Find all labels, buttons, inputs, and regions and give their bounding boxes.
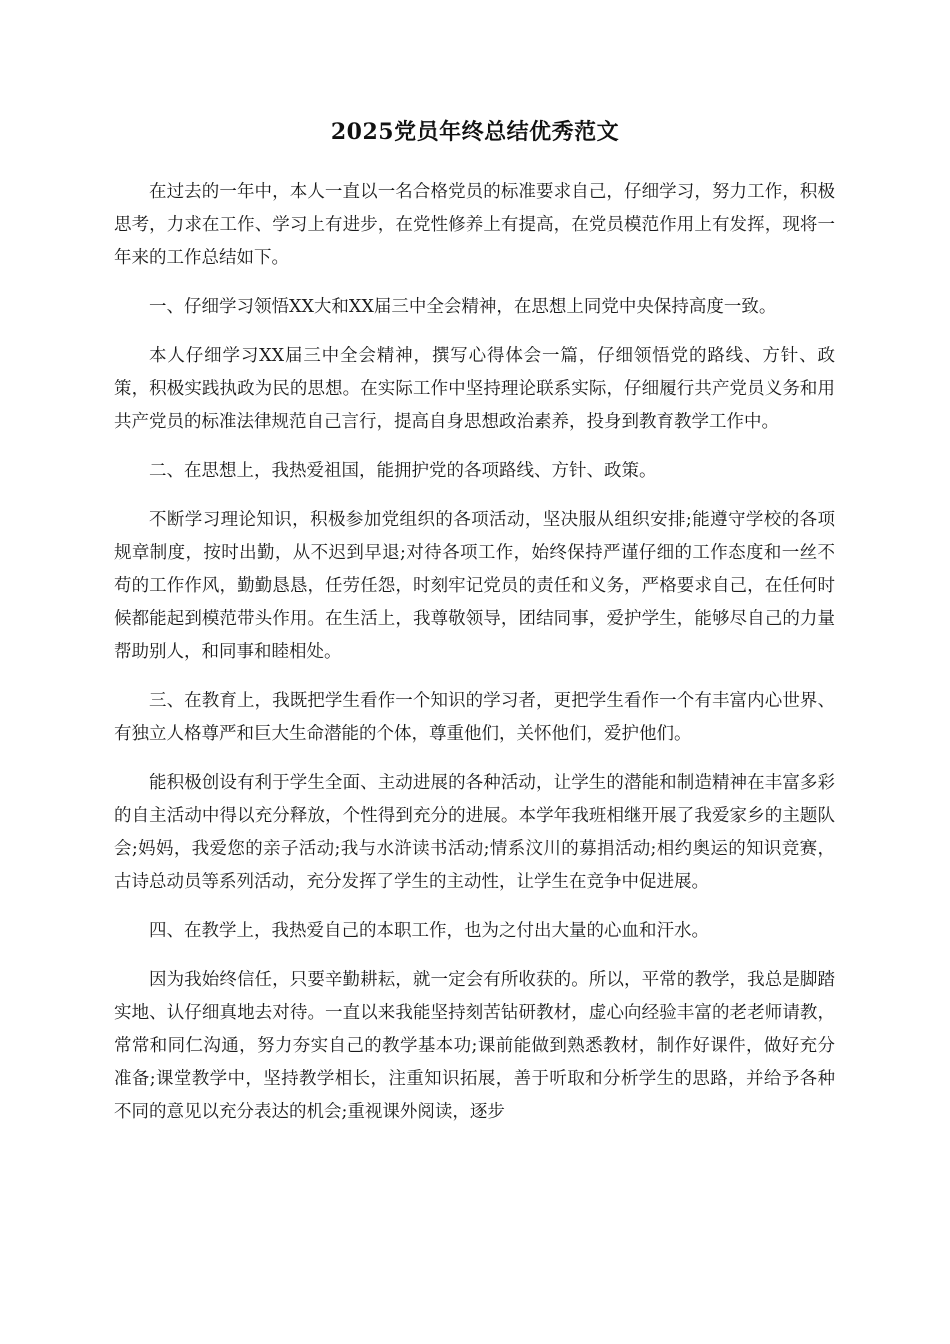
paragraph-heading-1: 一、仔细学习领悟XX大和XX届三中全会精神，在思想上同党中央保持高度一致。: [149, 297, 777, 317]
paragraph-heading-2: 二、在思想上，我热爱祖国，能拥护党的各项路线、方针、政策。: [149, 461, 657, 481]
document-title: 2025党员年终总结优秀范文: [330, 119, 620, 145]
paragraph-study: 本人仔细学习XX届三中全会精神，撰写心得体会一篇，仔细领悟党的路线、方针、政策，积极实践执政为民的思想。在实际工作中坚持理论联系实际，仔细履行共产党员义务和用共产党员的标准法律规范自己言行，提高自身思想政治素养，投身到教育教学工作中。: [114, 346, 835, 432]
paragraph-heading-4: 四、在教学上，我热爱自己的本职工作，也为之付出大量的心血和汗水。: [149, 921, 709, 941]
paragraph-heading-3: 三、在教育上，我既把学生看作一个知识的学习者，更把学生看作一个有丰富内心世界、有独立人格尊严和巨大生命潜能的个体，尊重他们，关怀他们，爱护他们。: [114, 691, 835, 744]
paragraph-intro: 在过去的一年中，本人一直以一名合格党员的标准要求自己，仔细学习，努力工作，积极思考，力求在工作、学习上有进步，在党性修养上有提高，在党员模范作用上有发挥，现将一年来的工作总结如下。: [114, 182, 835, 268]
paragraph-teaching: 因为我始终信任，只要辛勤耕耘，就一定会有所收获的。所以，平常的教学，我总是脚踏实地、认仔细真地去对待。一直以来我能坚持刻苦钻研教材，虚心向经验丰富的老老师请教，常常和同仁沟通，努力夯实自己的教学基本功;课前能做到熟悉教材，制作好课件，做好充分准备;课堂教学中，坚持教学相长，注重知识拓展，善于听取和分析学生的思路，并给予各种不同的意见以充分表达的机会;重视课外阅读，逐步: [114, 970, 835, 1122]
document-body: [114, 176, 835, 1145]
paragraph-thought: 不断学习理论知识，积极参加党组织的各项活动，坚决服从组织安排;能遵守学校的各项规章制度，按时出勤，从不迟到早退;对待各项工作，始终保持严谨仔细的工作态度和一丝不苟的工作作风，勤勤恳恳，任劳任怨，时刻牢记党员的责任和义务，严格要求自己，在任何时候都能起到模范带头作用。在生活上，我尊敬领导，团结同事，爱护学生，能够尽自己的力量帮助别人，和同事和睦相处。: [114, 510, 835, 662]
paragraph-activities: 能积极创设有利于学生全面、主动进展的各种活动，让学生的潜能和制造精神在丰富多彩的自主活动中得以充分释放，个性得到充分的进展。本学年我班相继开展了我爱家乡的主题队会;妈妈，我爱您的亲子活动;我与水浒读书活动;情系汶川的募捐活动;相约奥运的知识竞赛，古诗总动员等系列活动，充分发挥了学生的主动性，让学生在竞争中促进展。: [114, 773, 835, 892]
